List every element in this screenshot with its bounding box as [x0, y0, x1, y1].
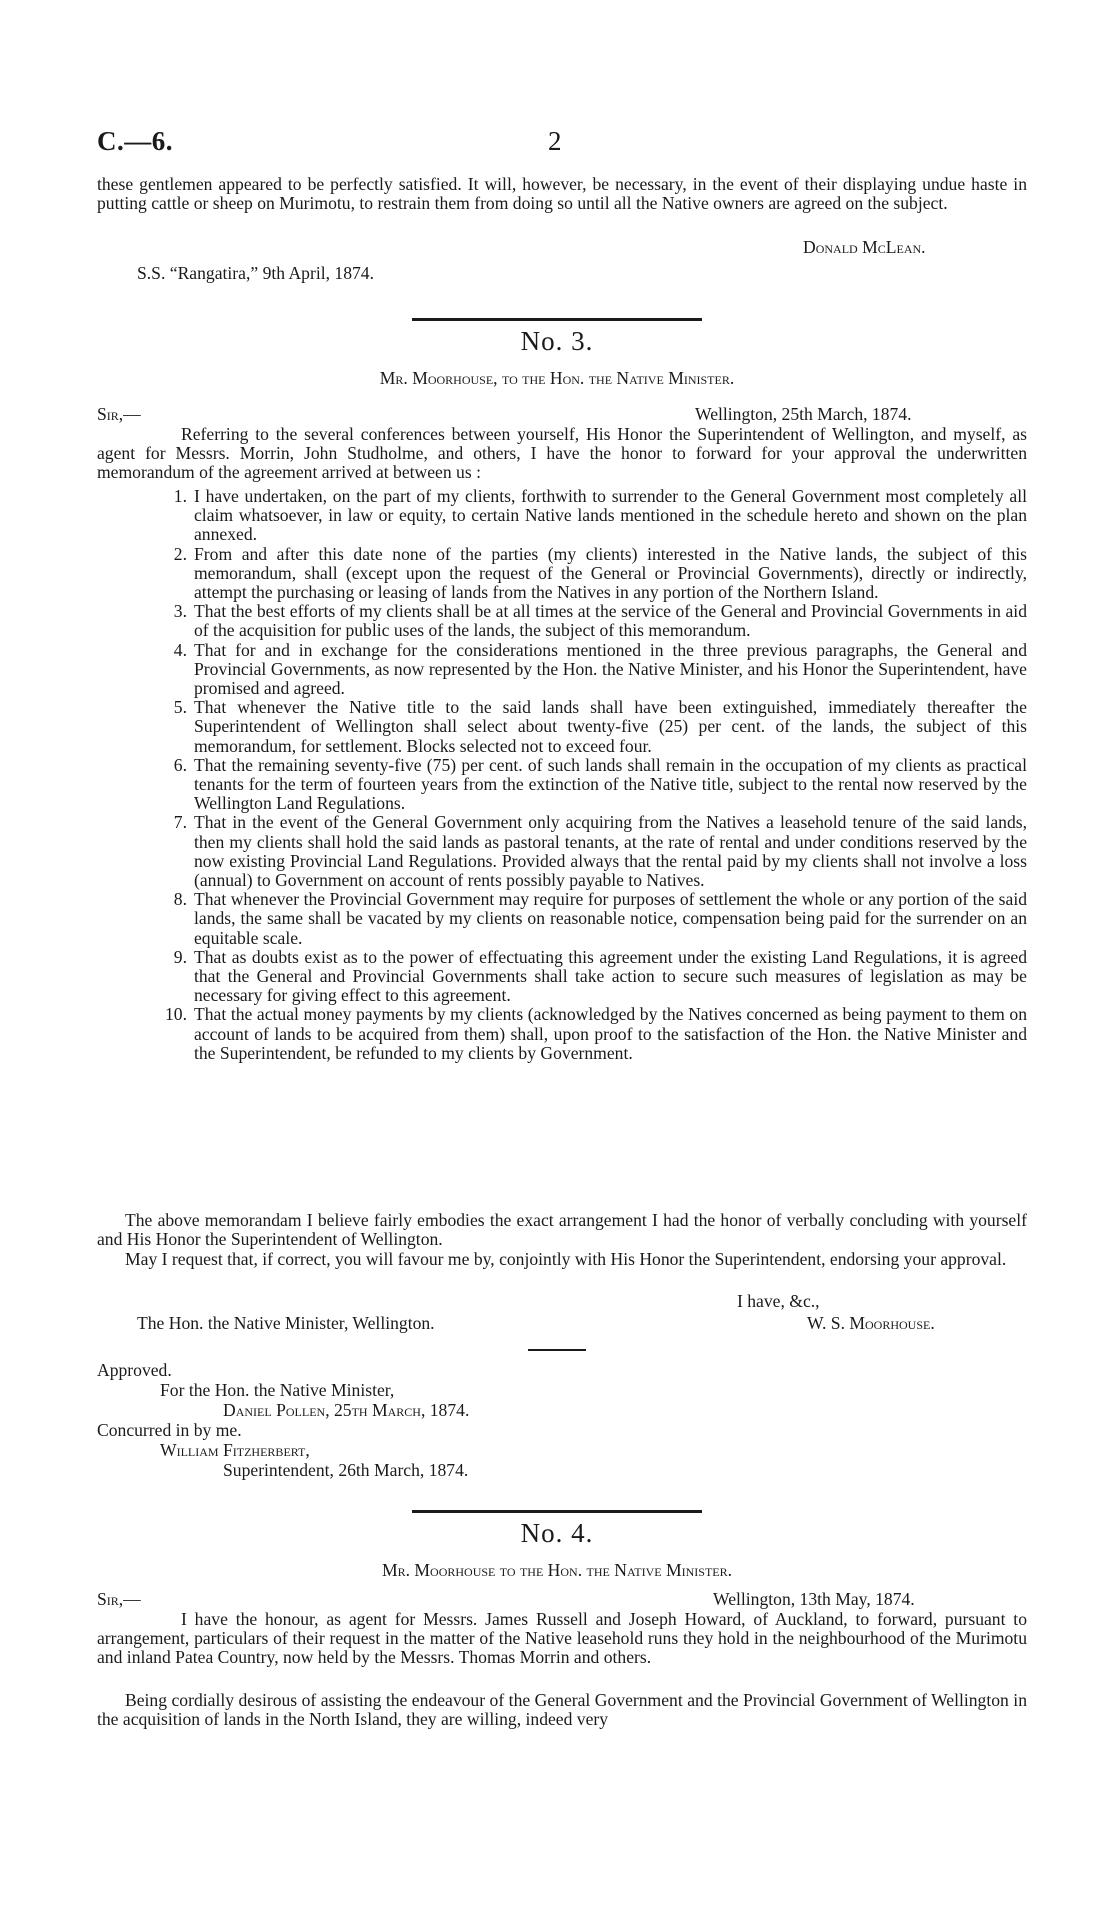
no3-addressee: The Hon. the Native Minister, Wellington.	[137, 1313, 435, 1333]
list-item: 5. That whenever the Native title to the said lands shall have been extinguished, immediately thereafter the Superintendent of Wellington shall select about twenty-five (25) per cent. of the lands, the subject of this memorandum, for settlement. Blocks selected not to exceed four.	[173, 697, 1027, 756]
no4-dateline: Wellington, 13th May, 1874.	[713, 1589, 915, 1609]
no3-closing-2: May I request that, if correct, you will favour me by, conjointly with His Honor the Superintendent, endorsing your approval.	[125, 1249, 1007, 1269]
intro-place-date: S.S. “Rangatira,” 9th April, 1874.	[137, 263, 374, 283]
list-item: 8. That whenever the Provincial Government may require for purposes of settlement the whole or any portion of the said lands, the same shall be vacated by my clients on reasonable notice, compensation being paid for the surrender on an equitable scale.	[173, 889, 1027, 948]
approved-signer: Daniel Pollen, 25th March, 1874.	[223, 1400, 470, 1420]
document-reference: C.—6.	[97, 126, 173, 156]
approved-label: Approved.	[97, 1360, 172, 1380]
no4-paragraph-2: Being cordially desirous of assisting the endeavour of the General Government and the Provincial Government of Wellington in the acquisition of lands in the North Island, they are willing, indeed very	[97, 1690, 1027, 1730]
list-item: 7. That in the event of the General Government only acquiring from the Natives a leasehold tenure of the said lands, then my clients shall hold the said lands as pastoral tenants, at the rate of rental and under conditions reserved by the now existing Provincial Land Regulations. Provided always that the rental paid by my clients shall not involve a loss (annual) to Government on account of rents possibly payable to Natives.	[173, 812, 1027, 891]
no4-salutation: Sir,—	[97, 1589, 141, 1609]
list-item: 10. That the actual money payments by my clients (acknowledged by the Natives concerned as being payment to them on account of lands to be acquired from them) shall, upon proof to the satisfaction of the Hon. the Native Minister and the Superintendent, be refunded to my clients by Government.	[165, 1004, 1027, 1063]
list-item: 2. From and after this date none of the parties (my clients) interested in the Native lands, the subject of this memorandum, shall (except upon the request of the General or Provincial Governments), directly or indirectly, attempt the purchasing or leasing of lands from the Natives in any portion of the Northern Island.	[173, 543, 1027, 603]
page-number: 2	[548, 126, 562, 156]
list-item: 9. That as doubts exist as to the power of effectuating this agreement under the existing Land Regulations, it is agreed that the General and Provincial Governments shall take action to secure such measures of legislation as may be necessary for giving effect to this agreement.	[173, 946, 1027, 1006]
no3-heading: No. 3.	[520, 326, 594, 356]
intro-paragraph: these gentlemen appeared to be perfectly satisfied. It will, however, be necessary, in the event of their displaying undue haste in putting cattle or sheep on Murimotu, to restrain them from doing so until all the Native owners are agreed on the subject.	[97, 174, 1027, 214]
section-divider	[412, 318, 702, 321]
approved-for-line: For the Hon. the Native Minister,	[160, 1380, 395, 1400]
intro-signature: Donald McLean.	[803, 237, 926, 257]
concurrer-name: William Fitzherbert,	[160, 1440, 310, 1460]
short-divider	[528, 1349, 586, 1351]
list-item: 4. That for and in exchange for the considerations mentioned in the three previous paragraphs, the General and Provincial Governments, as now represented by the Hon. the Native Minister, and his Honor the Superintendent, have promised and agreed.	[173, 639, 1027, 699]
no3-salutation: Sir,—	[97, 404, 141, 424]
list-item: 3. That the best efforts of my clients shall be at all times at the service of the General and Provincial Governments in aid of the acquisition for public uses of the lands, the subject of this memorandum.	[173, 601, 1027, 641]
no4-subheading: Mr. Moorhouse to the Hon. the Native Minister.	[381, 1560, 733, 1580]
no4-paragraph-1: I have the honour, as agent for Messrs. James Russell and Joseph Howard, of Auckland, to forward, pursuant to arrangement, particulars of their request in the matter of the Native leasehold runs they hold in the neighbourhood of the Murimotu and inland Patea Country, now held by the Messrs. Thomas Morrin and others.	[97, 1609, 1027, 1668]
section-divider	[412, 1510, 702, 1513]
concurred-label: Concurred in by me.	[97, 1420, 242, 1440]
no4-heading: No. 4.	[520, 1518, 594, 1548]
no3-opening: Referring to the several conferences between yourself, His Honor the Superintendent of Wellington, and myself, as agent for Messrs. Morrin, John Studholme, and others, I have the honor to forward for your approval the underwritten memorandum of the agreement arrived at between us :	[97, 424, 1027, 483]
memorandum-list	[160, 487, 1027, 1063]
no3-subheading: Mr. Moorhouse, to the Hon. the Native Minister.	[379, 368, 735, 388]
concurrer-title: Superintendent, 26th March, 1874.	[223, 1460, 469, 1480]
no3-closing-1: The above memorandam I believe fairly embodies the exact arrangement I had the honor of verbally concluding with yourself and His Honor the Superintendent of Wellington.	[97, 1210, 1027, 1250]
list-item: 6. That the remaining seventy-five (75) per cent. of such lands shall remain in the occupation of my clients as practical tenants for the term of fourteen years from the extinction of the Native title, subject to the rental now reserved by the Wellington Land Regulations.	[173, 754, 1027, 814]
list-item: 1. I have undertaken, on the part of my clients, forthwith to surrender to the General Government most completely all claim whatsoever, in law or equity, to certain Native lands mentioned in the schedule hereto and shown on the plan annexed.	[173, 486, 1027, 545]
no3-dateline: Wellington, 25th March, 1874.	[695, 404, 912, 424]
no3-signature: W. S. Moorhouse.	[807, 1313, 935, 1333]
no3-sign-off: I have, &c.,	[737, 1291, 820, 1311]
